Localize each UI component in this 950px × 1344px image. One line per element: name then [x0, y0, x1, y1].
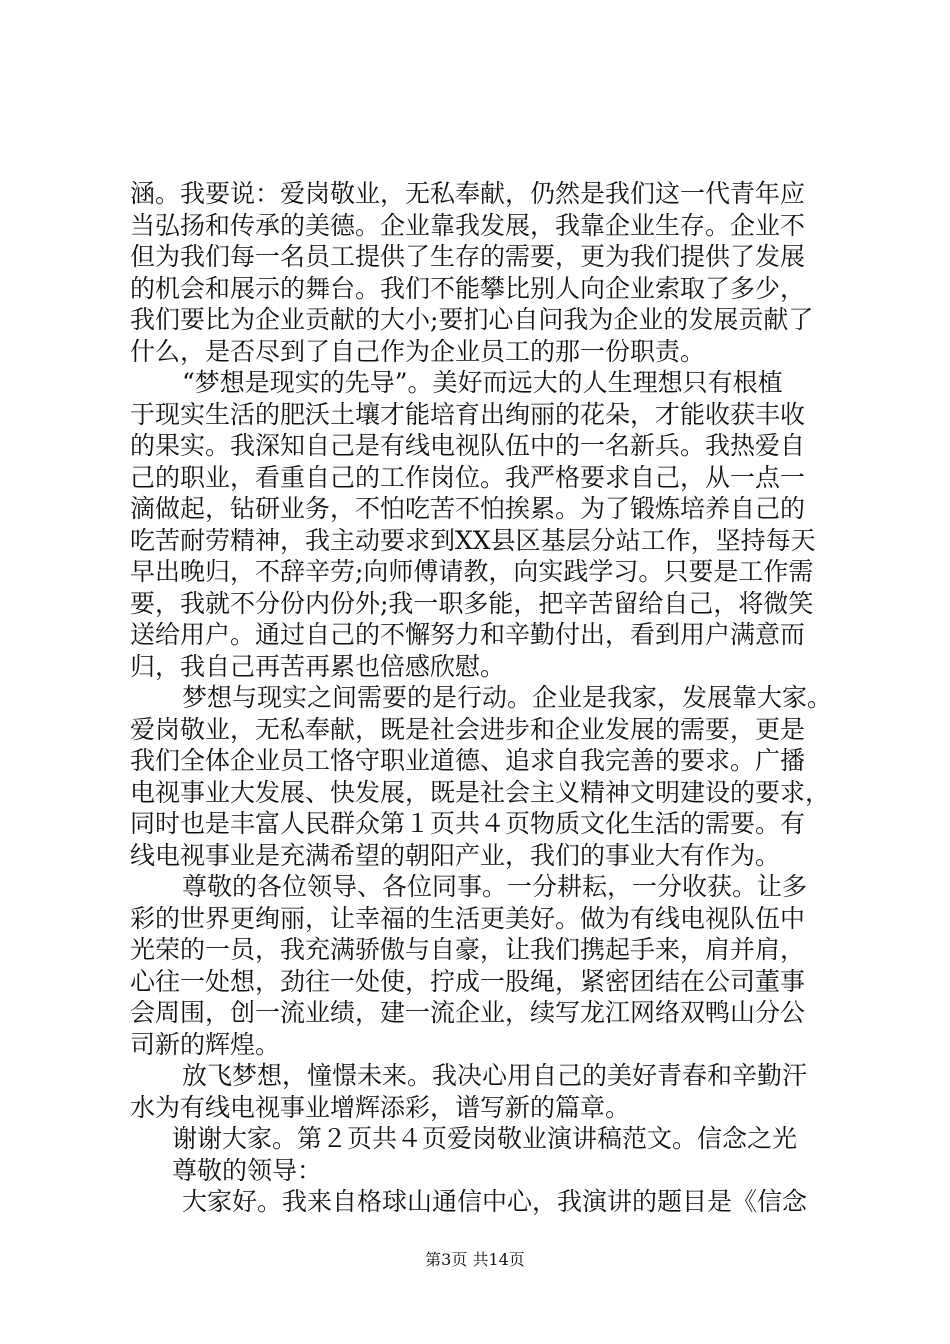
text-line: 吃苦耐劳精神，我主动要求到XX县区基层分站工作，坚持每天	[130, 525, 816, 555]
text-line: 但为我们每一名员工提供了生存的需要，更为我们提供了发展	[130, 242, 806, 271]
text-line: 心往一处想，劲往一处使，拧成一股绳，紧密团结在公司董事	[130, 966, 806, 996]
text-line: 滴做起，钻研业务，不怕吃苦不怕挨累。为了锻炼培养自己的	[130, 494, 806, 523]
text-line: 爱岗敬业，无私奉献，既是社会进步和企业发展的需要，更是	[130, 714, 806, 744]
text-line: 的机会和展示的舞台。我们不能攀比别人向企业索取了多少，	[130, 273, 806, 303]
text-line: 光荣的一员，我充满骄傲与自豪，让我们携起手来，肩并肩，	[130, 935, 806, 964]
paragraph-start-line: 谢谢大家。第２页共４页爱岗敬业演讲稿范文。信念之光	[172, 1124, 798, 1153]
text-line: 我们全体企业员工恪守职业道德、追求自我完善的要求。广播	[130, 746, 806, 775]
body-text	[130, 178, 850, 1218]
text-line: 的果实。我深知自己是有线电视队伍中的一名新兵。我热爱自	[130, 431, 806, 460]
text-line: 电视事业大发展、快发展，既是社会主义精神文明建设的要求，	[130, 777, 831, 807]
text-line: 同时也是丰富人民群众第１页共４页物质文化生活的需要。有	[130, 809, 806, 838]
text-line: 己的职业，看重自己的工作岗位。我严格要求自己，从一点一	[130, 462, 806, 492]
text-line: 什么，是否尽到了自己作为企业员工的那一份职责。	[130, 336, 706, 366]
paragraph-start-line: “梦想是现实的先导”。美好而远大的人生理想只有根植	[182, 368, 783, 397]
paragraph-start-line: 梦想与现实之间需要的是行动。企业是我家，发展靠大家。	[182, 683, 833, 712]
paragraph-start-line: 大家好。我来自格球山通信中心，我演讲的题目是《信念	[182, 1187, 808, 1216]
paragraph-start-line: 放飞梦想，憧憬未来。我决心用自己的美好青春和辛勤汗	[182, 1061, 808, 1090]
text-line: 我们要比为企业贡献的大小;要扪心自问我为企业的发展贡献了	[130, 305, 814, 334]
text-line: 当弘扬和传承的美德。企业靠我发展，我靠企业生存。企业不	[130, 210, 806, 240]
text-line: 水为有线电视事业增辉添彩，谱写新的篇章。	[130, 1092, 631, 1122]
text-line: 归，我自己再苦再累也倍感欣慰。	[130, 651, 506, 681]
text-line: 涵。我要说：爱岗敬业，无私奉献，仍然是我们这一代青年应	[130, 179, 806, 208]
text-line: 送给用户。通过自己的不懈努力和辛勤付出，看到用户满意而	[130, 620, 806, 649]
salutation-line: 尊敬的领导：	[172, 1155, 323, 1185]
text-line: 司新的辉煌。	[130, 1029, 281, 1059]
text-line: 要，我就不分份内份外;我一职多能，把辛苦留给自己，将微笑	[130, 588, 814, 618]
text-line: 于现实生活的肥沃土壤才能培育出绚丽的花朵，才能收获丰收	[130, 399, 806, 429]
paragraph-start-line: 尊敬的各位领导、各位同事。一分耕耘，一分收获。让多	[182, 872, 808, 901]
page-footer: 第3页 共14页	[425, 1250, 525, 1269]
text-line: 早出晚归，不辞辛劳;向师傅请教，向实践学习。只要是工作需	[130, 557, 814, 586]
text-line: 线电视事业是充满希望的朝阳产业，我们的事业大有作为。	[130, 840, 781, 870]
text-line: 彩的世界更绚丽，让幸福的生活更美好。做为有线电视队伍中	[130, 903, 806, 933]
text-line: 会周围，创一流业绩，建一流企业，续写龙江网络双鸭山分公	[130, 998, 806, 1027]
